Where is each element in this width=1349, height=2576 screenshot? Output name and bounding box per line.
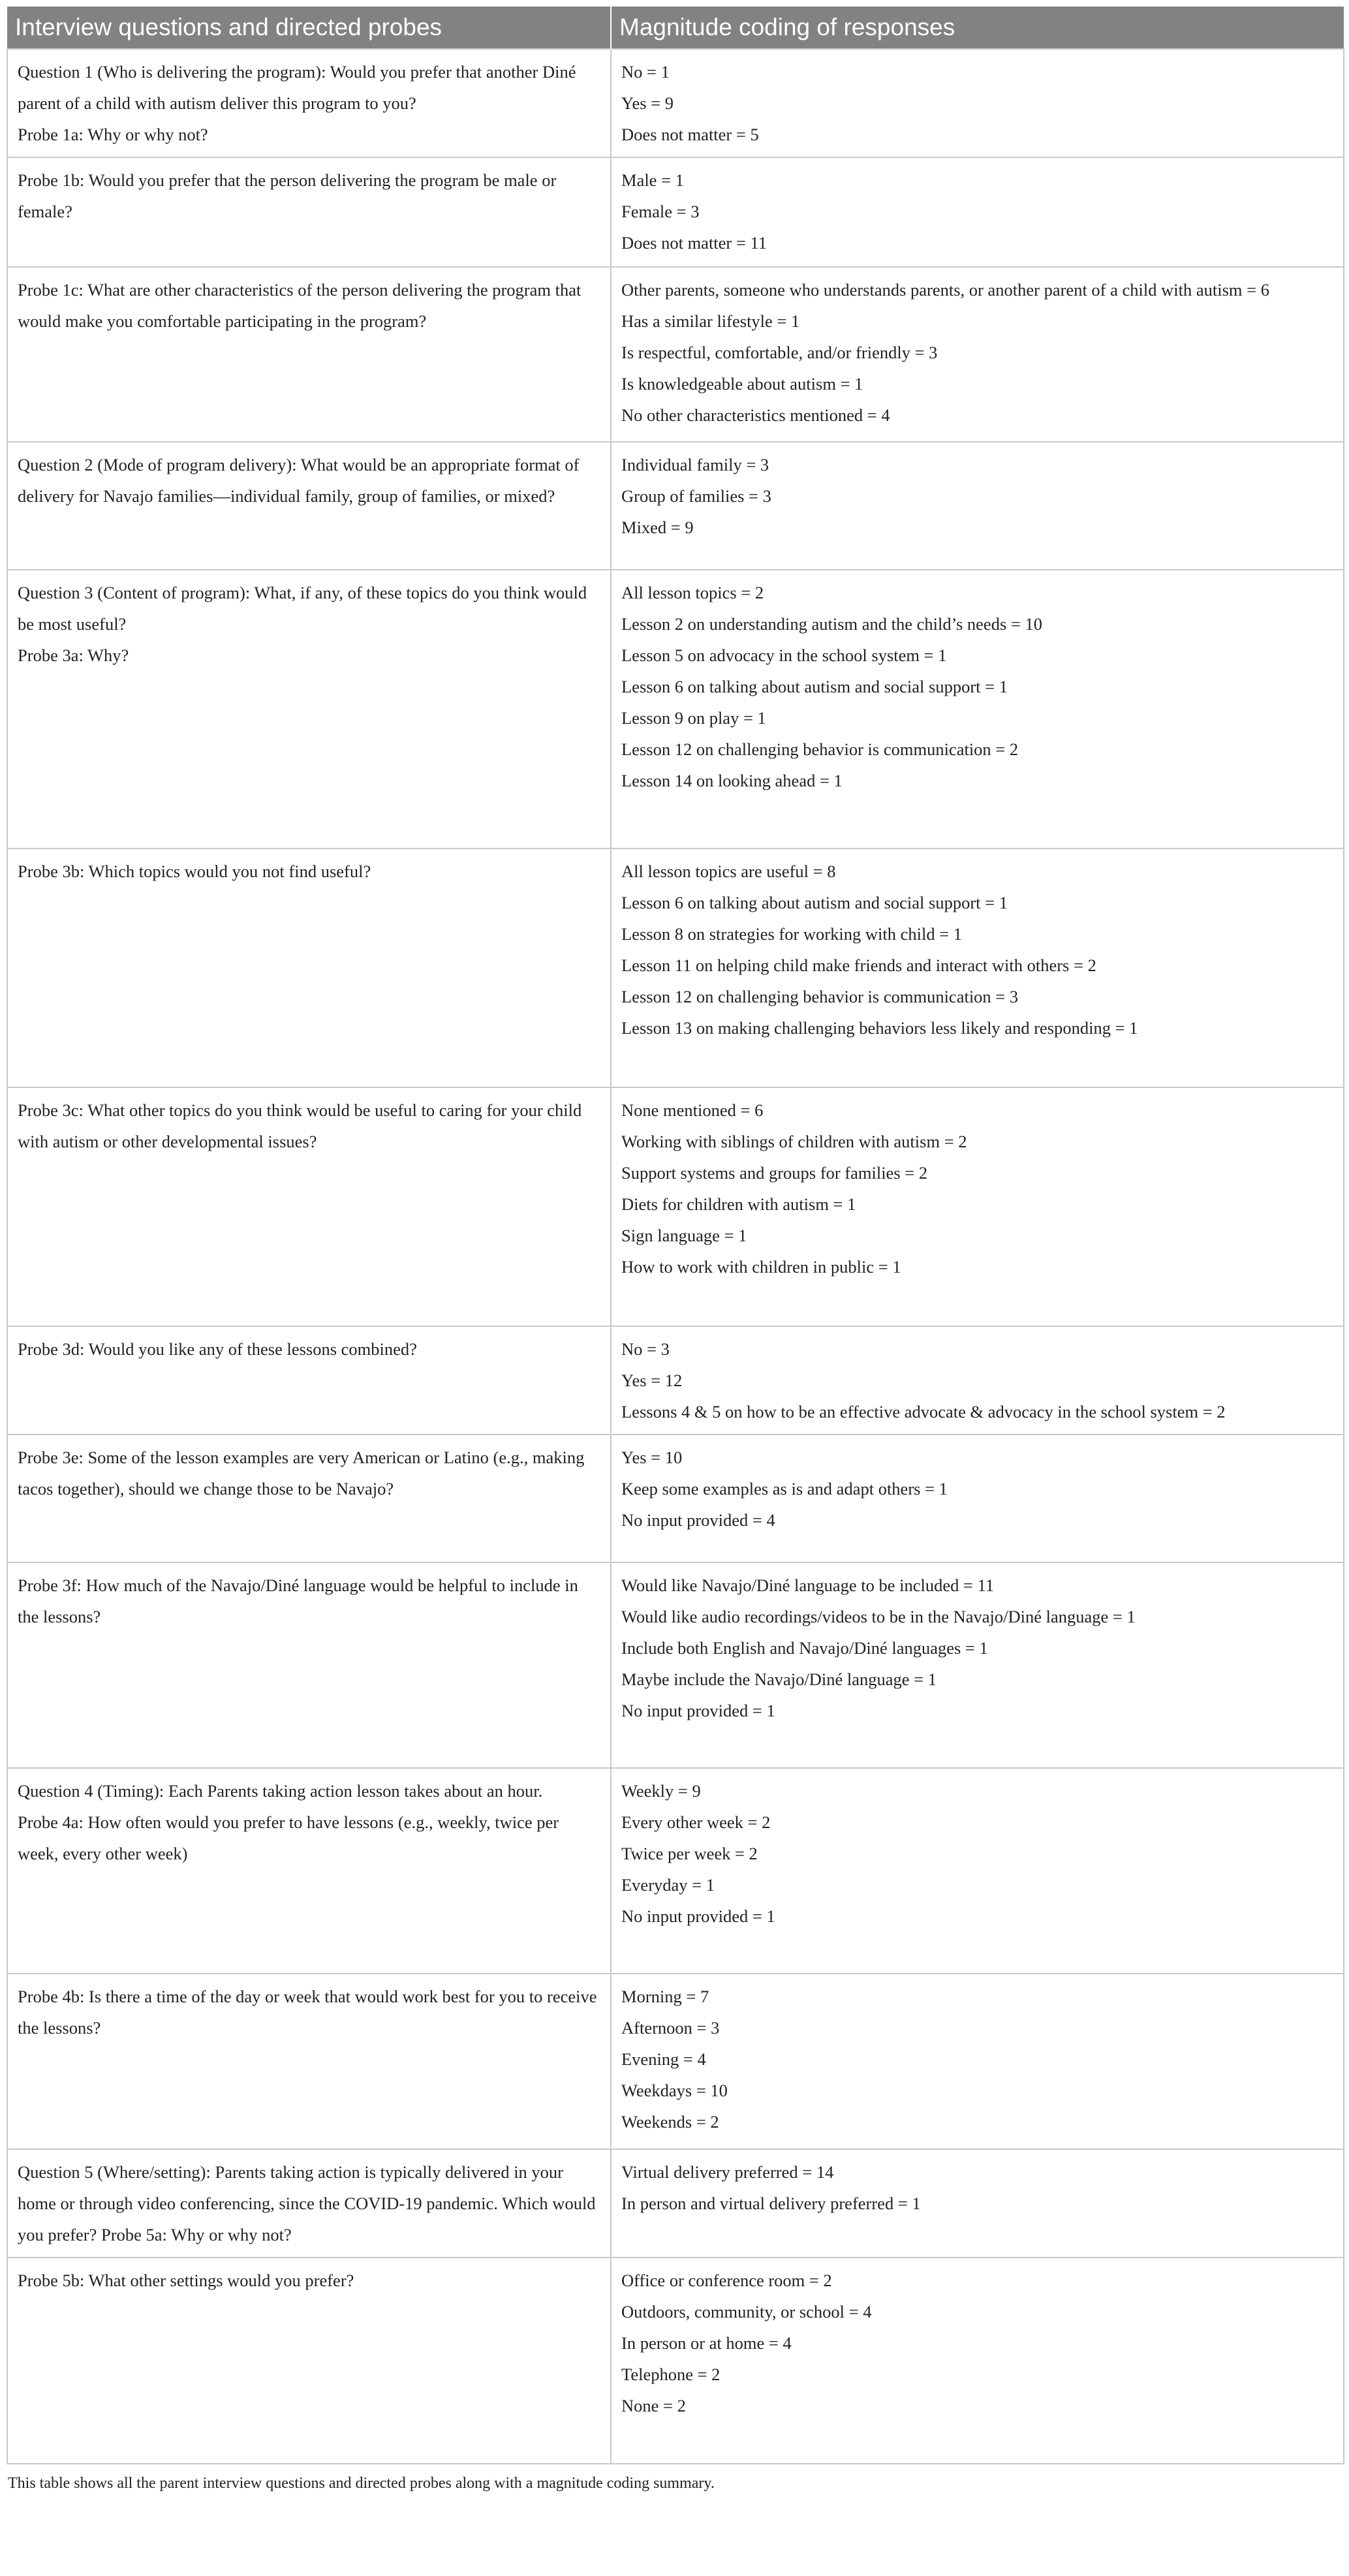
- response-item: Diets for children with autism = 1: [621, 1194, 856, 1214]
- response-item: No = 3: [621, 1339, 670, 1359]
- table-row: [7, 570, 1344, 848]
- question-cell: [7, 1326, 611, 1435]
- question-text: Question 3 (Content of program): What, if any, of these topics do you think would be most useful? Probe 3a: Why?: [18, 583, 587, 665]
- question-text: Probe 4b: Is there a time of the day or week that would work best for you to receive the lessons?: [18, 1987, 597, 2038]
- response-item: Would like Navajo/Diné language to be included = 11: [621, 1575, 995, 1595]
- table-row: [7, 1974, 1344, 2149]
- response-item: All lesson topics = 2: [621, 583, 764, 602]
- responses-cell: [611, 442, 1344, 570]
- question-cell: [7, 49, 611, 157]
- response-item: In person and virtual delivery preferred = 1: [621, 2194, 921, 2213]
- response-item: Does not matter = 11: [621, 233, 767, 253]
- response-item: Lesson 2 on understanding autism and the child’s needs = 10: [621, 614, 1042, 634]
- responses-cell: [611, 570, 1344, 848]
- question-cell: [7, 570, 611, 848]
- document-page: [7, 7, 1343, 2492]
- responses-cell: [611, 1974, 1344, 2149]
- response-item: Weekly = 9: [621, 1781, 701, 1801]
- response-item: No input provided = 4: [621, 1510, 775, 1530]
- responses-cell: [611, 1768, 1344, 1974]
- response-item: How to work with children in public = 1: [621, 1257, 901, 1277]
- question-cell: [7, 157, 611, 267]
- interview-questions-table: [7, 7, 1344, 2464]
- table-row: [7, 1326, 1344, 1435]
- responses-cell: [611, 1562, 1344, 1768]
- question-cell: [7, 267, 611, 442]
- responses-cell: [611, 2258, 1344, 2464]
- table-caption: This table shows all the parent interview questions and directed probes along with a magnitude coding summary.: [8, 2475, 715, 2492]
- question-text: Question 2 (Mode of program delivery): What would be an appropriate format of delivery for Navajo families—individual family, group of families, or mixed?: [18, 455, 580, 506]
- question-text: Probe 3e: Some of the lesson examples are very American or Latino (e.g., making tacos together), should we change those to be Navajo?: [18, 1448, 585, 1498]
- response-item: Weekends = 2: [621, 2112, 719, 2132]
- question-text: Probe 3f: How much of the Navajo/Diné language would be helpful to include in the lessons?: [18, 1575, 578, 1626]
- question-text: Question 1 (Who is delivering the program): Would you prefer that another Diné parent of a child with autism deliver this program to you? Probe 1a: Why or why not?: [18, 62, 576, 144]
- question-text: Question 4 (Timing): Each Parents taking action lesson takes about an hour. Probe 4a: How often would you prefer to have lessons (e.g., weekly, twice per week, every other week): [18, 1781, 559, 1863]
- response-item: Has a similar lifestyle = 1: [621, 311, 800, 331]
- responses-cell: [611, 267, 1344, 442]
- response-item: Working with siblings of children with autism = 2: [621, 1132, 967, 1151]
- response-item: Lesson 13 on making challenging behaviors less likely and responding = 1: [621, 1018, 1138, 1038]
- table-row: [7, 157, 1344, 267]
- question-text: Probe 3b: Which topics would you not find useful?: [18, 861, 371, 881]
- response-item: Evening = 4: [621, 2049, 706, 2069]
- table-row: [7, 2258, 1344, 2464]
- question-cell: [7, 2149, 611, 2258]
- response-item: None = 2: [621, 2396, 686, 2415]
- question-cell: [7, 1974, 611, 2149]
- response-item: Lesson 8 on strategies for working with child = 1: [621, 924, 963, 944]
- question-text: Probe 3c: What other topics do you think would be useful to caring for your child with autism or other developmental issues?: [18, 1100, 582, 1151]
- responses-cell: [611, 1326, 1344, 1435]
- table-row: [7, 442, 1344, 570]
- table-row: [7, 1768, 1344, 1974]
- response-item: Virtual delivery preferred = 14: [621, 2162, 834, 2182]
- question-cell: [7, 442, 611, 570]
- response-item: No input provided = 1: [621, 1701, 775, 1720]
- table-row: [7, 1435, 1344, 1562]
- response-item: Lesson 11 on helping child make friends and interact with others = 2: [621, 955, 1096, 975]
- response-item: Lesson 6 on talking about autism and social support = 1: [621, 677, 1008, 696]
- question-text: Probe 5b: What other settings would you prefer?: [18, 2271, 354, 2290]
- question-cell: [7, 1087, 611, 1326]
- response-item: No other characteristics mentioned = 4: [621, 405, 890, 425]
- response-item: Lesson 5 on advocacy in the school system = 1: [621, 645, 947, 665]
- response-item: Telephone = 2: [621, 2365, 721, 2384]
- response-item: Yes = 12: [621, 1371, 683, 1390]
- response-item: Mixed = 9: [621, 518, 694, 537]
- responses-cell: [611, 49, 1344, 157]
- response-item: Support systems and groups for families = 2: [621, 1163, 928, 1183]
- response-item: Every other week = 2: [621, 1812, 771, 1832]
- response-item: Twice per week = 2: [621, 1844, 758, 1863]
- response-item: Office or conference room = 2: [621, 2271, 832, 2290]
- response-item: Would like audio recordings/videos to be in the Navajo/Diné language = 1: [621, 1607, 1136, 1626]
- responses-cell: [611, 1087, 1344, 1326]
- table-header-row: [7, 7, 1344, 49]
- question-text: Question 5 (Where/setting): Parents taking action is typically delivered in your home or through video conferencing, since the COVID-19 pandemic. Which would you prefer? Probe 5a: Why or why not?: [18, 2162, 596, 2244]
- response-item: Lesson 12 on challenging behavior is communication = 2: [621, 739, 1019, 759]
- response-item: None mentioned = 6: [621, 1100, 764, 1120]
- response-item: In person or at home = 4: [621, 2333, 792, 2353]
- response-item: Individual family = 3: [621, 455, 769, 474]
- response-item: Include both English and Navajo/Diné languages = 1: [621, 1638, 988, 1658]
- response-item: Lesson 6 on talking about autism and social support = 1: [621, 893, 1008, 912]
- response-item: Sign language = 1: [621, 1226, 747, 1245]
- column-header-responses: Magnitude coding of responses: [611, 7, 1344, 49]
- response-item: All lesson topics are useful = 8: [621, 861, 836, 881]
- response-item: Maybe include the Navajo/Diné language = 1: [621, 1669, 937, 1689]
- question-text: Probe 1c: What are other characteristics of the person delivering the program that would make you comfortable participating in the program?: [18, 280, 581, 331]
- responses-cell: [611, 157, 1344, 267]
- question-cell: [7, 1562, 611, 1768]
- table-row: [7, 1087, 1344, 1326]
- column-header-questions: Interview questions and directed probes: [7, 7, 611, 49]
- question-cell: [7, 1435, 611, 1562]
- table-row: [7, 267, 1344, 442]
- response-item: Lesson 14 on looking ahead = 1: [621, 771, 843, 790]
- responses-cell: [611, 2149, 1344, 2258]
- question-cell: [7, 1768, 611, 1974]
- response-item: Morning = 7: [621, 1987, 709, 2006]
- response-item: Other parents, someone who understands parents, or another parent of a child with autism = 6: [621, 280, 1269, 300]
- response-item: Is knowledgeable about autism = 1: [621, 374, 863, 394]
- responses-cell: [611, 848, 1344, 1087]
- response-item: Everyday = 1: [621, 1875, 715, 1895]
- response-item: Lessons 4 & 5 on how to be an effective advocate & advocacy in the school system = 2: [621, 1402, 1226, 1421]
- table-body: [7, 49, 1344, 2464]
- question-cell: [7, 2258, 611, 2464]
- response-item: Does not matter = 5: [621, 125, 759, 144]
- response-item: Keep some examples as is and adapt others = 1: [621, 1479, 948, 1498]
- response-item: No input provided = 1: [621, 1906, 775, 1926]
- table-row: [7, 2149, 1344, 2258]
- response-item: Afternoon = 3: [621, 2018, 720, 2038]
- response-item: No = 1: [621, 62, 670, 82]
- response-item: Outdoors, community, or school = 4: [621, 2302, 872, 2321]
- responses-cell: [611, 1435, 1344, 1562]
- response-item: Yes = 9: [621, 93, 674, 113]
- table-row: [7, 848, 1344, 1087]
- response-item: Group of families = 3: [621, 486, 771, 506]
- response-item: Male = 1: [621, 170, 684, 190]
- table-row: [7, 49, 1344, 157]
- question-text: Probe 1b: Would you prefer that the person delivering the program be male or female?: [18, 170, 557, 221]
- question-cell: [7, 848, 611, 1087]
- response-item: Yes = 10: [621, 1448, 683, 1467]
- response-item: Is respectful, comfortable, and/or friendly = 3: [621, 343, 938, 362]
- table-row: [7, 1562, 1344, 1768]
- response-item: Female = 3: [621, 202, 700, 221]
- response-item: Lesson 12 on challenging behavior is communication = 3: [621, 987, 1019, 1006]
- response-item: Weekdays = 10: [621, 2081, 728, 2100]
- question-text: Probe 3d: Would you like any of these lessons combined?: [18, 1339, 417, 1359]
- response-item: Lesson 9 on play = 1: [621, 708, 766, 728]
